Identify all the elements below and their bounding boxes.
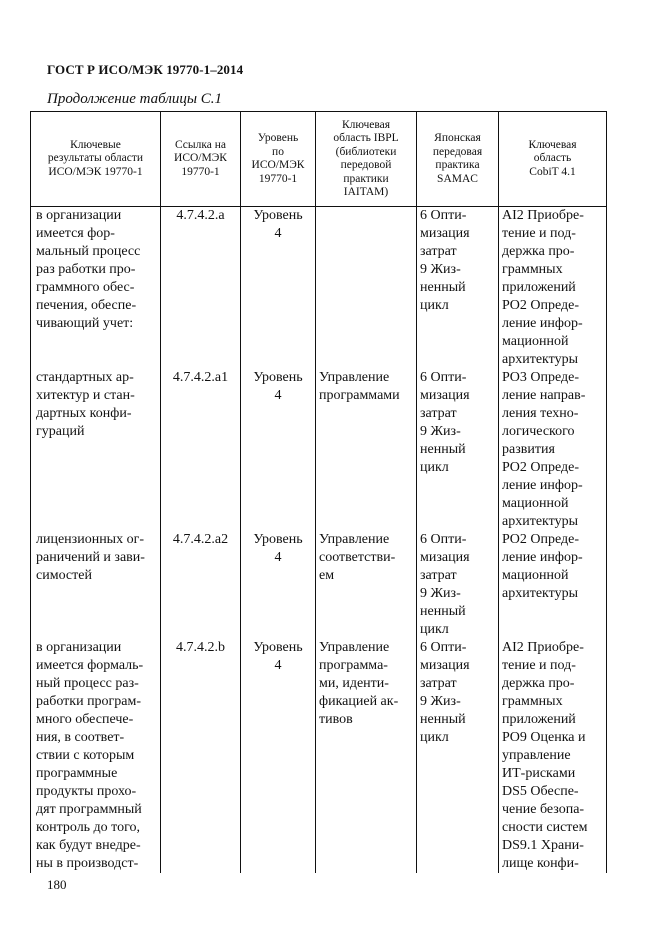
table-row (31, 639, 607, 873)
cell-samac: 6 Опти- мизация затрат 9 Жиз- ненный цикл (417, 207, 499, 370)
cell-samac: 6 Опти- мизация затрат 9 Жиз- ненный цикл (417, 639, 499, 873)
table-row (31, 369, 607, 531)
col-header-results: Ключевые результаты области ИСО/МЭК 19770-1 (31, 112, 161, 207)
col-header-samac: Японская передовая практика SAMAC (417, 112, 499, 207)
table-row (31, 531, 607, 639)
cell-level: Уровень 4 (241, 531, 316, 639)
cell-ibpl (316, 207, 417, 370)
table-caption: Продолжение таблицы С.1 (47, 91, 223, 107)
cell-cobit: PO2 Опреде- ление инфор- мационной архитектуры (499, 531, 607, 639)
cell-result: стандартных ар- хитектур и стан- дартных конфи- гураций (31, 369, 161, 531)
table-body (31, 207, 607, 874)
table-header (31, 112, 607, 207)
cell-reference: 4.7.4.2.a2 (161, 531, 241, 639)
document-title: ГОСТ Р ИСО/МЭК 19770-1–2014 (47, 62, 244, 77)
col-header-ibpl: Ключевая область IBPL (библиотеки передовой практики IAITAM) (316, 112, 417, 207)
cell-ibpl: Управление соответстви- ем (316, 531, 417, 639)
cell-reference: 4.7.4.2.a1 (161, 369, 241, 531)
header-row (31, 112, 607, 207)
cell-cobit: PO3 Опреде- ление направ- ления техно- логического развития PO2 Опреде- ление инфор- мационной архитектуры (499, 369, 607, 531)
cell-level: Уровень 4 (241, 369, 316, 531)
cell-samac: 6 Опти- мизация затрат 9 Жиз- ненный цикл (417, 531, 499, 639)
cell-cobit: AI2 Приобре- тение и под- держка про- граммных приложений PO9 Оценка и управление ИТ-рисками DS5 Обеспе- чение безопа- сности систем DS9.1 Храни- лище конфи- (499, 639, 607, 873)
cell-ibpl: Управление программа- ми, иденти- фикацией ак- тивов (316, 639, 417, 873)
cell-result: в организации имеется фор- мальный процесс раз работки про- граммного обес- печения, обеспе- чивающий учет: (31, 207, 161, 370)
col-header-level: Уровень по ИСО/МЭК 19770-1 (241, 112, 316, 207)
cell-cobit: AI2 Приобре- тение и под- держка про- граммных приложений PO2 Опреде- ление инфор- мационной архитектуры (499, 207, 607, 370)
cell-result: в организации имеется формаль- ный процесс раз- работки програм- много обеспече- ния, в соответ- ствии с которым программные продукты прохо- дят программный контроль до того, как будут внедре- ны в производст- (31, 639, 161, 873)
col-header-reference: Ссылка на ИСО/МЭК 19770-1 (161, 112, 241, 207)
cell-reference: 4.7.4.2.b (161, 639, 241, 873)
cell-reference: 4.7.4.2.a (161, 207, 241, 370)
table-row (31, 207, 607, 370)
cell-level: Уровень 4 (241, 639, 316, 873)
cell-samac: 6 Опти- мизация затрат 9 Жиз- ненный цикл (417, 369, 499, 531)
cell-ibpl: Управление программами (316, 369, 417, 531)
col-header-cobit: Ключевая область CobiT 4.1 (499, 112, 607, 207)
comparison-table (30, 111, 607, 873)
page-number: 180 (47, 877, 67, 892)
cell-level: Уровень 4 (241, 207, 316, 370)
cell-result: лицензионных ог- раничений и зави- симостей (31, 531, 161, 639)
